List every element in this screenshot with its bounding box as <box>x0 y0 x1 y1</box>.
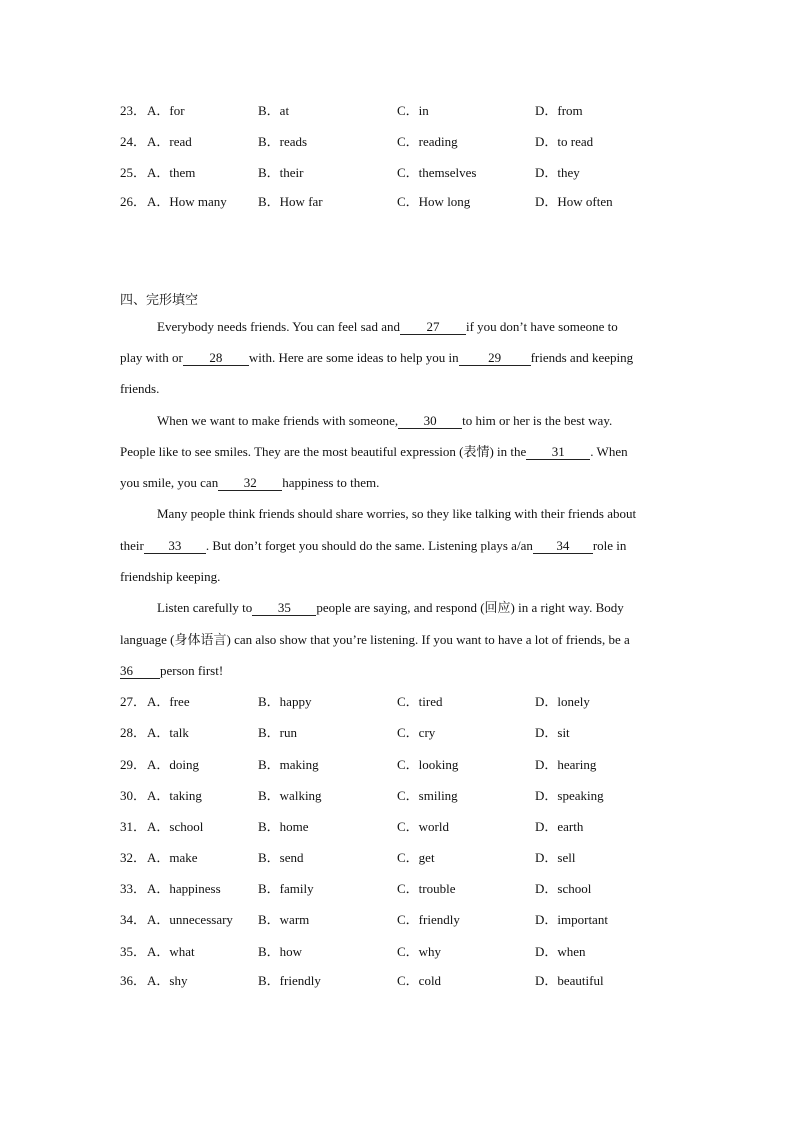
option-d: D．they <box>535 165 580 180</box>
blank-31: 31 <box>526 444 590 460</box>
blank-35: 35 <box>252 600 316 616</box>
question-number: 33． <box>120 881 147 896</box>
option-a: A．unnecessary <box>147 912 233 927</box>
option-d: D．hearing <box>535 757 597 772</box>
option-a: A．what <box>147 944 195 959</box>
passage-text: if you don’t have someone to <box>465 319 618 334</box>
question-number: 23． <box>120 103 147 118</box>
question-number: 32． <box>120 850 147 865</box>
passage-text: you smile, you can <box>120 475 219 490</box>
option-a: A．shy <box>147 973 188 988</box>
question-number: 26． <box>120 194 147 209</box>
option-d: D．from <box>535 103 583 118</box>
passage-line <box>120 630 630 650</box>
question-number: 35． <box>120 944 147 959</box>
passage-line <box>120 567 220 587</box>
option-a: A．for <box>147 103 185 118</box>
passage-line <box>120 379 159 399</box>
passage-text: Listen carefully to <box>157 600 253 615</box>
passage-text: Many people think friends should share worries, so they like talking with their friends about <box>157 506 637 521</box>
question-number: 28． <box>120 725 147 740</box>
passage-line <box>120 536 626 556</box>
passage-line <box>157 598 624 618</box>
option-d: D．important <box>535 912 608 927</box>
blank-32: 32 <box>218 475 282 491</box>
passage-line <box>120 661 223 681</box>
option-d: D．school <box>535 881 592 896</box>
passage-text: play with or <box>120 350 183 365</box>
passage-text: people are saying, and respond (回应) in a right way. Body <box>316 600 624 615</box>
option-b: B．run <box>258 725 298 740</box>
option-a: A．talk <box>147 725 189 740</box>
option-c: C．trouble <box>397 881 456 896</box>
passage-text: Everybody needs friends. You can feel sad and <box>157 319 400 334</box>
passage-text: friendship keeping. <box>120 569 221 584</box>
question-number: 25． <box>120 165 147 180</box>
question-number: 24． <box>120 134 147 149</box>
question-number: 31． <box>120 819 147 834</box>
option-b: B．warm <box>258 912 310 927</box>
option-b: B．home <box>258 819 309 834</box>
option-d: D．speaking <box>535 788 604 803</box>
option-d: D．when <box>535 944 586 959</box>
passage-line <box>120 348 633 368</box>
question-number: 34． <box>120 912 147 927</box>
option-b: B．how <box>258 944 303 959</box>
blank-29: 29 <box>459 350 531 366</box>
option-c: C．cold <box>397 973 442 988</box>
option-d: D．earth <box>535 819 584 834</box>
option-b: B．at <box>258 103 290 118</box>
passage-text: When we want to make friends with someone, <box>157 413 399 428</box>
option-c: C．smiling <box>397 788 458 803</box>
passage-line <box>157 317 618 337</box>
option-a: A．happiness <box>147 881 221 896</box>
passage-text: . But don’t forget you should do the same. Listening plays a/an <box>205 538 533 553</box>
passage-line <box>157 411 612 431</box>
option-a: A．school <box>147 819 204 834</box>
passage-line <box>157 504 636 524</box>
option-d: D．How often <box>535 194 613 209</box>
option-b: B．reads <box>258 134 308 149</box>
section-title: 四、完形填空 <box>120 293 199 308</box>
option-b: B．send <box>258 850 304 865</box>
passage-text: . When <box>590 444 628 459</box>
passage-text: language (身体语言) can also show that you’re listening. If you want to have a lot of friends, be a <box>120 632 630 647</box>
option-a: A．doing <box>147 757 200 772</box>
option-b: B．How far <box>258 194 323 209</box>
option-a: A．make <box>147 850 198 865</box>
blank-27: 27 <box>400 319 466 335</box>
option-c: C．in <box>397 103 429 118</box>
option-d: D．sit <box>535 725 570 740</box>
passage-text: friends. <box>120 381 160 396</box>
option-c: C．themselves <box>397 165 477 180</box>
option-c: C．reading <box>397 134 458 149</box>
option-a: A．taking <box>147 788 202 803</box>
option-b: B．walking <box>258 788 322 803</box>
blank-33: 33 <box>144 538 206 554</box>
question-number: 30． <box>120 788 147 803</box>
blank-28: 28 <box>183 350 249 366</box>
option-c: C．tired <box>397 694 443 709</box>
option-a: A．free <box>147 694 190 709</box>
option-c: C．why <box>397 944 442 959</box>
passage-text: People like to see smiles. They are the most beautiful expression (表情) in the <box>120 444 527 459</box>
option-a: A．them <box>147 165 196 180</box>
option-d: D．to read <box>535 134 594 149</box>
option-c: C．get <box>397 850 435 865</box>
question-number: 36． <box>120 973 147 988</box>
option-d: D．sell <box>535 850 576 865</box>
option-b: B．family <box>258 881 314 896</box>
option-c: C．cry <box>397 725 436 740</box>
option-d: D．lonely <box>535 694 590 709</box>
option-b: B．making <box>258 757 319 772</box>
passage-text: with. Here are some ideas to help you in <box>248 350 459 365</box>
option-c: C．looking <box>397 757 459 772</box>
question-number: 27． <box>120 694 147 709</box>
option-b: B．friendly <box>258 973 321 988</box>
passage-text: to him or her is the best way. <box>462 413 613 428</box>
option-a: A．read <box>147 134 192 149</box>
option-c: C．world <box>397 819 450 834</box>
blank-36: 36 <box>120 663 160 679</box>
passage-text: happiness to them. <box>282 475 380 490</box>
blank-34: 34 <box>533 538 593 554</box>
passage-text: friends and keeping <box>530 350 634 365</box>
blank-30: 30 <box>398 413 462 429</box>
passage-text: their <box>120 538 144 553</box>
option-a: A．How many <box>147 194 227 209</box>
option-b: B．their <box>258 165 304 180</box>
passage-line <box>120 442 628 462</box>
passage-text: role in <box>592 538 627 553</box>
passage-line <box>120 473 379 493</box>
option-b: B．happy <box>258 694 312 709</box>
question-number: 29． <box>120 757 147 772</box>
option-c: C．friendly <box>397 912 460 927</box>
option-d: D．beautiful <box>535 973 604 988</box>
option-c: C．How long <box>397 194 471 209</box>
passage-text: person first! <box>160 663 224 678</box>
